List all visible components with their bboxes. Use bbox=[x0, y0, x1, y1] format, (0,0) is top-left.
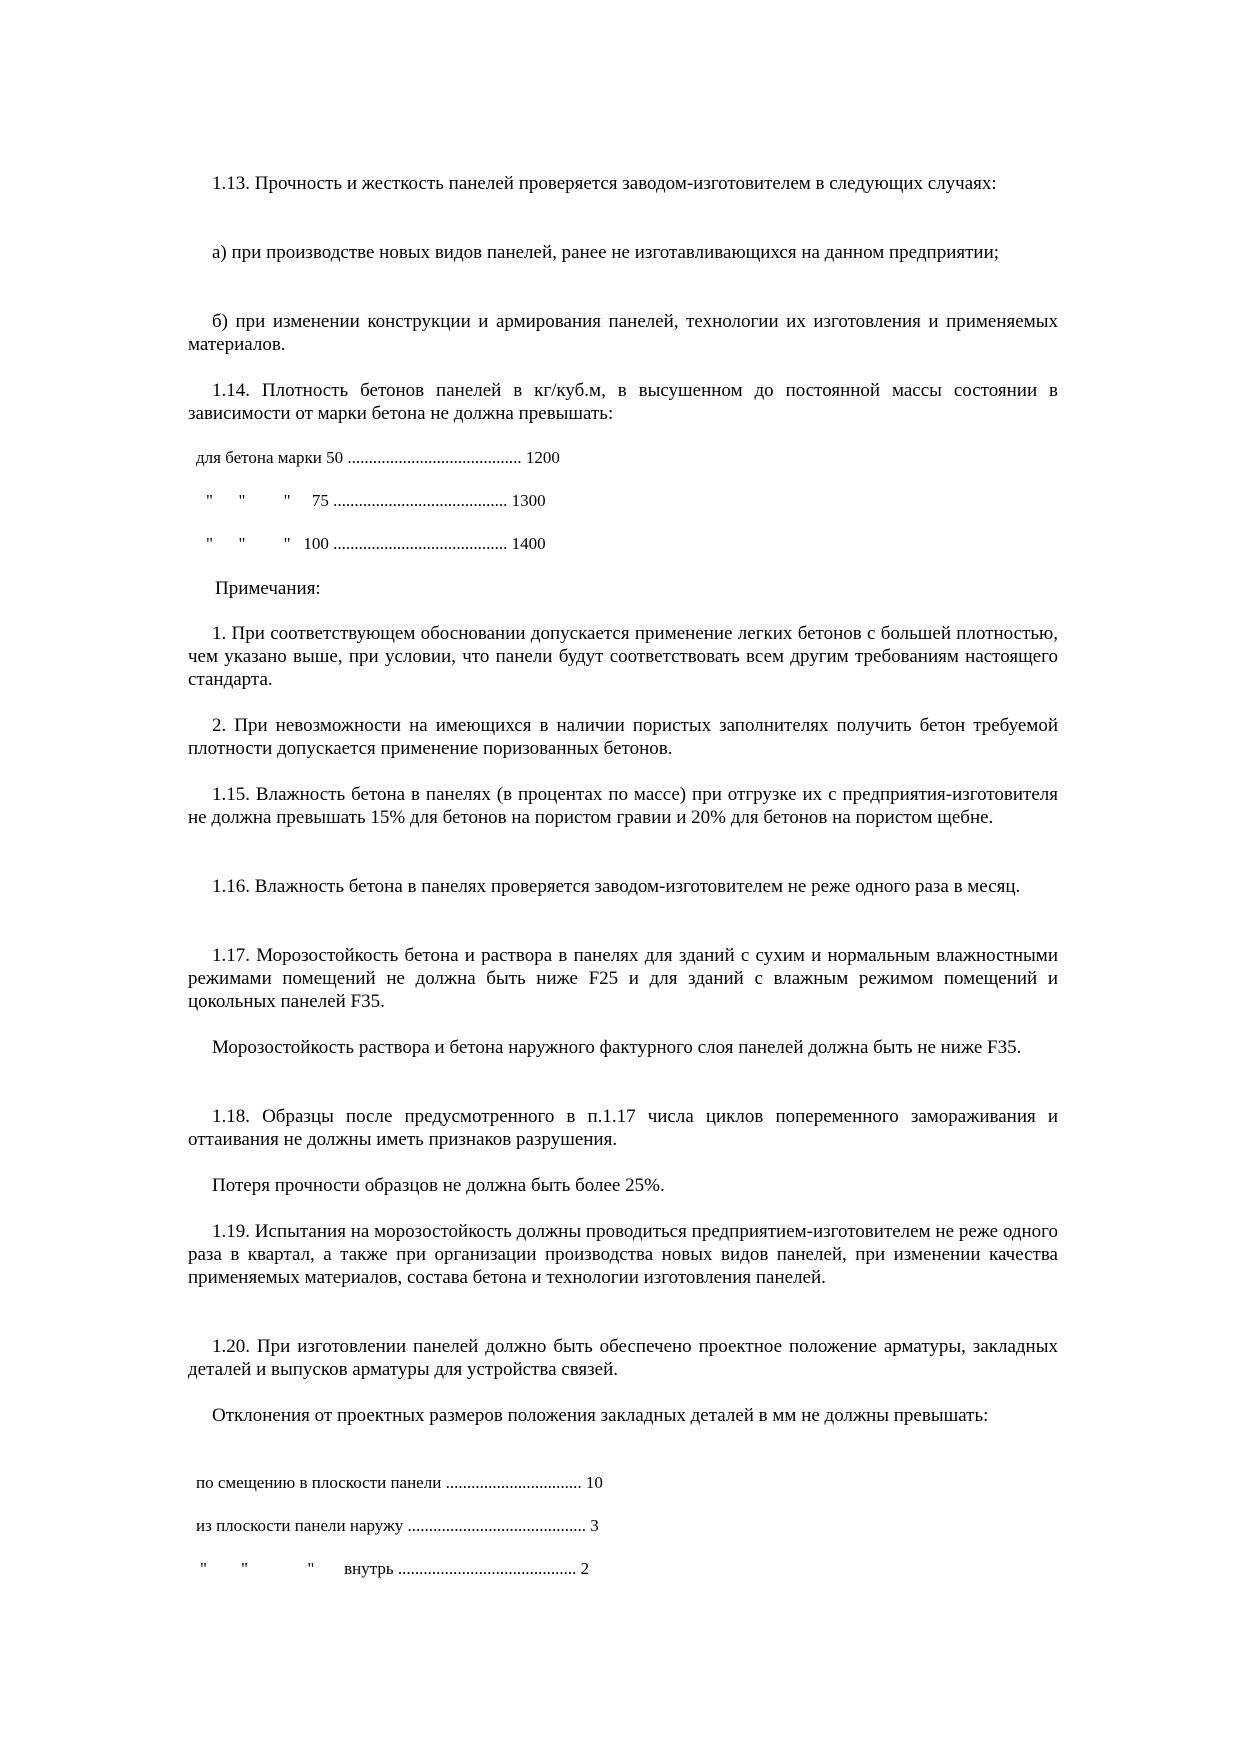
density-line-75: " " " 75 ......................................... 1300 bbox=[206, 491, 546, 510]
density-line-50: для бетона марки 50 ......................................... 1200 bbox=[196, 448, 560, 467]
paragraph-1-18: 1.18. Образцы после предусмотренного в п.1.17 числа циклов попеременного замораживания и оттаивания не должны иметь признаков разрушения. bbox=[188, 1106, 1058, 1150]
paragraph-1-20: 1.20. При изготовлении панелей должно быть обеспечено проектное положение арматуры, закладных деталей и выпусков арматуры для устройства связей. bbox=[188, 1336, 1058, 1380]
note-1: 1. При соответствующем обосновании допускается применение легких бетонов с большей плотностью, чем указано выше, при условии, что панели будут соответствовать всем другим требованиям настоящего стандарта. bbox=[188, 623, 1058, 690]
deviation-line-in-plane: по смещению в плоскости панели ................................ 10 bbox=[196, 1473, 603, 1492]
paragraph-1-13-a: а) при производстве новых видов панелей, ранее не изготавливающихся на данном предприятии; bbox=[212, 242, 1000, 263]
density-line-100: " " " 100 ......................................... 1400 bbox=[206, 534, 546, 553]
paragraph-1-17: 1.17. Морозостойкость бетона и раствора в панелях для зданий с сухим и нормальным влажностными режимами помещений не должна быть ниже F25 и для зданий с влажным режимом помещений и цокольных панелей F35. bbox=[188, 945, 1058, 1012]
paragraph-1-18-b: Потеря прочности образцов не должна быть более 25%. bbox=[212, 1175, 665, 1196]
deviation-line-inward: " " " внутрь .......................................... 2 bbox=[200, 1559, 590, 1578]
paragraph-1-17-b: Морозостойкость раствора и бетона наружного фактурного слоя панелей должна быть не ниже F35. bbox=[212, 1037, 1022, 1058]
paragraph-1-16: 1.16. Влажность бетона в панелях проверяется заводом-изготовителем не реже одного раза в месяц. bbox=[212, 876, 1021, 897]
paragraph-1-13: 1.13. Прочность и жесткость панелей проверяется заводом-изготовителем в следующих случаях: bbox=[212, 173, 997, 194]
note-2: 2. При невозможности на имеющихся в наличии пористых заполнителях получить бетон требуемой плотности допускается применение поризованных бетонов. bbox=[188, 715, 1058, 759]
paragraph-1-20-b: Отклонения от проектных размеров положения закладных деталей в мм не должны превышать: bbox=[212, 1405, 989, 1426]
notes-heading: Примечания: bbox=[215, 578, 321, 599]
paragraph-1-15: 1.15. Влажность бетона в панелях (в процентах по массе) при отгрузке их с предприятия-изготовителя не должна превышать 15% для бетонов на пористом гравии и 20% для бетонов на пористом щебне. bbox=[188, 784, 1058, 828]
paragraph-1-19: 1.19. Испытания на морозостойкость должны проводиться предприятием-изготовителем не реже одного раза в квартал, а также при организации производства новых видов панелей, при изменении качества применяемых материалов, состава бетона и технологии изготовления панелей. bbox=[188, 1221, 1058, 1288]
paragraph-1-13-b: б) при изменении конструкции и армирования панелей, технологии их изготовления и применяемых материалов. bbox=[188, 311, 1058, 355]
deviation-line-outward: из плоскости панели наружу .......................................... 3 bbox=[196, 1516, 599, 1535]
paragraph-1-14: 1.14. Плотность бетонов панелей в кг/куб.м, в высушенном до постоянной массы состоянии в зависимости от марки бетона не должна превышать: bbox=[188, 380, 1058, 424]
